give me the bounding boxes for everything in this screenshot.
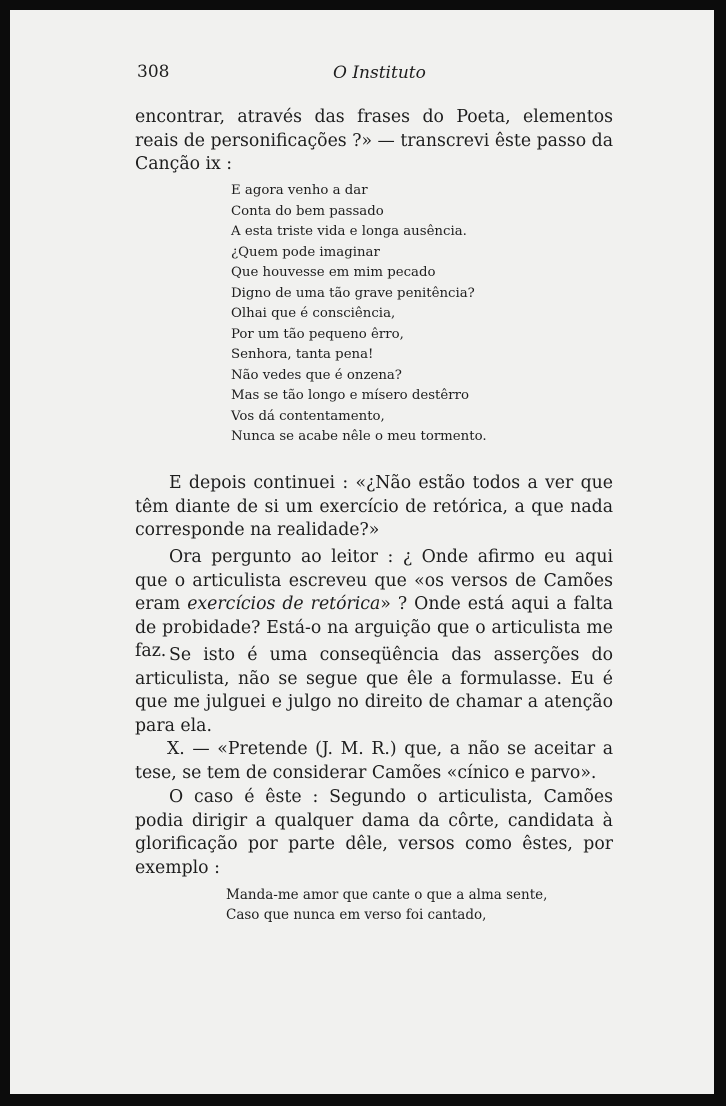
verse-line: E agora venho a dar — [231, 183, 368, 198]
paragraph-section-x: X. — «Pretende (J. M. R.) que, a não se aceitar a tese, se tem de considerar Camões «cínico e parvo». — [135, 739, 613, 783]
page-header — [137, 62, 613, 86]
verse-line: Não vedes que é onzena? — [231, 367, 402, 383]
paragraph-se-isto: Se isto é uma conseqüência das asserções do articulista, não se segue que êle a formulasse. Eu é que me julguei e julgo no direito de chamar a atenção para ela. — [135, 645, 613, 736]
verse-line: Senhora, tanta pena! — [231, 347, 374, 362]
ora-text-italic: exercícios de retórica — [187, 594, 381, 615]
verse-line: Conta do bem passado — [231, 203, 384, 219]
verse-line: Por um tão pequeno êrro, — [231, 326, 404, 342]
verse-line: Caso que nunca em verso foi cantado, — [226, 907, 487, 923]
verse-line: Que houvesse em mim pecado — [231, 265, 436, 280]
page-number: 308 — [137, 62, 170, 82]
verse-line: Vos dá contentamento, — [231, 408, 385, 424]
verse-line: Olhai que é consciência, — [231, 306, 396, 321]
paragraph-depois-continuei: E depois continuei : «¿Não estão todos a ver que têm diante de si um exercício de retórica, a que nada corresponde na realidade?» — [135, 473, 613, 541]
verse-line: Nunca se acabe nêle o meu tormento. — [231, 429, 487, 444]
paragraph-intro: encontrar, através das frases do Poeta, elementos reais de personificações ?» — transcrevi êste passo da Canção ix : — [135, 107, 613, 175]
verse-line: A esta triste vida e longa ausência. — [231, 224, 467, 239]
verse-line: Mas se tão longo e mísero destêrro — [231, 388, 469, 403]
verse-block-manda-me-amor — [226, 885, 547, 925]
ora-text-before: Ora pergunto ao leitor : ¿ Onde afirmo eu aqui que o articulista escreveu que «os versos de Camões eram — [135, 547, 613, 615]
verse-block-cancao-ix — [231, 181, 487, 448]
verse-line: ¿Quem pode imaginar — [231, 244, 380, 260]
verse-line: Digno de uma tão grave penitência? — [231, 285, 475, 301]
paragraph-o-caso: O caso é êste : Segundo o articulista, Camões podia dirigir a qualquer dama da côrte, candidata à glorificação por parte dêle, versos como êstes, por exemplo : — [135, 787, 613, 878]
running-title: O Instituto — [333, 63, 426, 83]
ora-text-after: » ? Onde está aqui a falta de probidade? Está-o na arguição que o articulista me faz. — [135, 594, 613, 662]
verse-line: Manda-me amor que cante o que a alma sente, — [226, 887, 548, 903]
